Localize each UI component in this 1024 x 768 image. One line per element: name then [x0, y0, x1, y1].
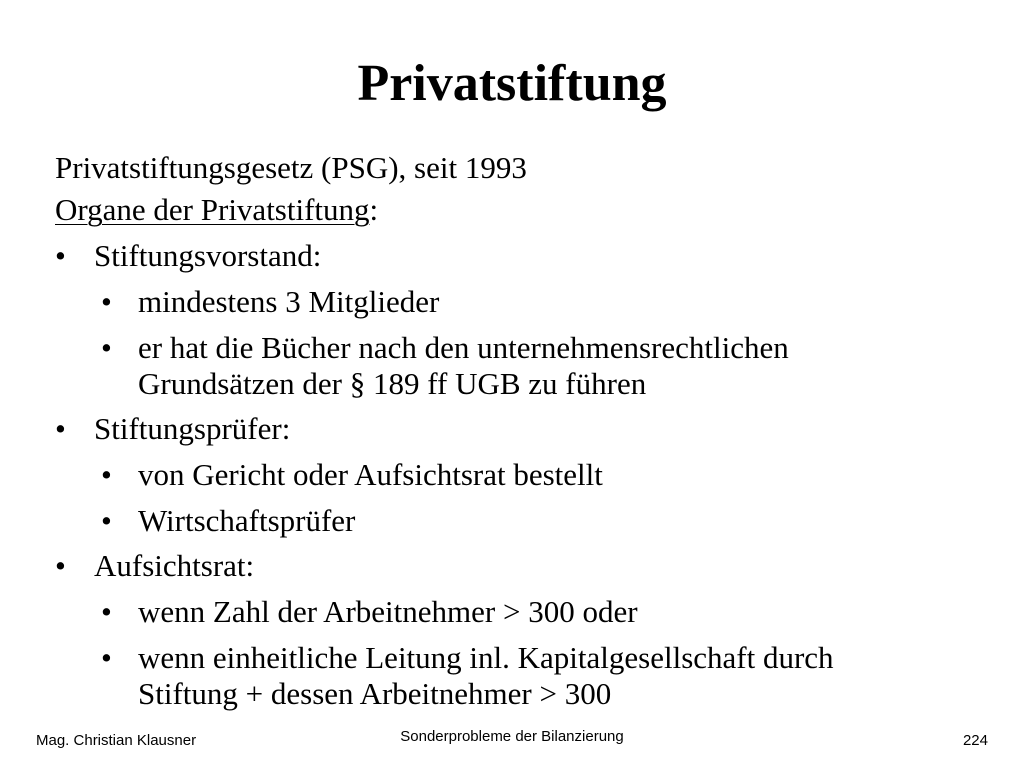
bullet-aufsichtsrat [55, 548, 995, 584]
bullet-dot-icon: • [101, 284, 112, 319]
sub-bullet-text-continuation: Stiftung + dessen Arbeitnehmer > 300 [138, 676, 612, 711]
bullet-dot-icon: • [101, 330, 112, 365]
sub-bullet-item [55, 457, 995, 493]
sub-bullet-item [55, 594, 995, 630]
bullet-dot-icon: • [101, 594, 112, 629]
sub-bullet-item [55, 640, 995, 712]
bullet-label: Stiftungsvorstand: [94, 238, 322, 273]
bullet-dot-icon: • [55, 548, 66, 583]
organs-heading: Organe der Privatstiftung [55, 192, 370, 227]
organs-heading-line [55, 192, 995, 228]
sub-bullet-text: mindestens 3 Mitglieder [138, 284, 440, 319]
footer-author: Mag. Christian Klausner [36, 732, 197, 749]
bullet-dot-icon: • [101, 457, 112, 492]
bullet-label: Stiftungsprüfer: [94, 411, 291, 446]
sub-bullet-item [55, 330, 995, 402]
slide-body [55, 150, 995, 712]
sub-bullet-item [55, 503, 995, 539]
sub-bullet-text: von Gericht oder Aufsichtsrat bestellt [138, 457, 603, 492]
organs-heading-colon: : [369, 192, 379, 227]
bullet-dot-icon: • [101, 503, 112, 538]
intro-line: Privatstiftungsgesetz (PSG), seit 1993 [55, 150, 527, 185]
bullet-dot-icon: • [55, 238, 66, 273]
bullet-dot-icon: • [55, 411, 66, 446]
sub-bullet-item [55, 284, 995, 320]
footer-page-number: 224 [962, 732, 988, 749]
sub-bullet-text: er hat die Bücher nach den unternehmensrechtlichen [138, 330, 789, 365]
sub-bullet-text: Wirtschaftsprüfer [138, 503, 356, 538]
bullet-stiftungsvorstand [55, 238, 995, 274]
sub-bullet-text-continuation: Grundsätzen der § 189 ff UGB zu führen [138, 366, 647, 401]
sub-bullet-text: wenn einheitliche Leitung inl. Kapitalgesellschaft durch [138, 640, 834, 675]
footer-topic: Sonderprobleme der Bilanzierung [400, 728, 624, 745]
bullet-dot-icon: • [101, 640, 112, 675]
sub-bullet-text: wenn Zahl der Arbeitnehmer > 300 oder [138, 594, 638, 629]
slide-title: Privatstiftung [357, 55, 667, 112]
bullet-label: Aufsichtsrat: [94, 548, 255, 583]
bullet-stiftungspruefer [55, 411, 995, 447]
